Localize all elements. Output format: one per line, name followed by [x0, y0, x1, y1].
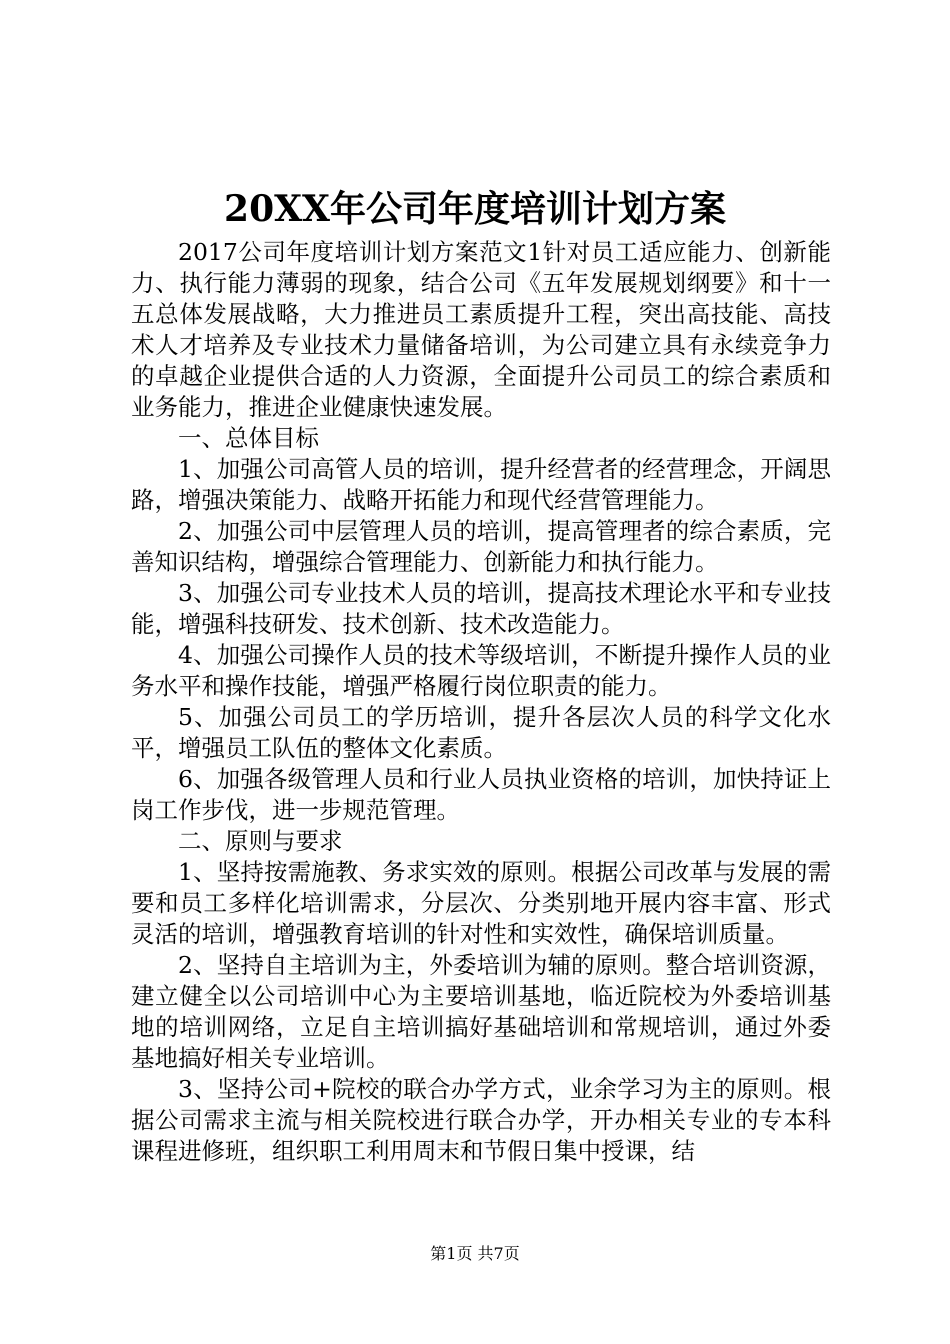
goal-item-3: 3、加强公司专业技术人员的培训，提高技术理论水平和专业技能，增强科技研发、技术创新、技术改造能力。 — [131, 579, 831, 638]
goal-item-4: 4、加强公司操作人员的技术等级培训，不断提升操作人员的业务水平和操作技能，增强严格履行岗位职责的能力。 — [131, 641, 831, 700]
goal-item-2: 2、加强公司中层管理人员的培训，提高管理者的综合素质，完善知识结构，增强综合管理能力、创新能力和执行能力。 — [131, 517, 831, 576]
goal-item-6: 6、加强各级管理人员和行业人员执业资格的培训，加快持证上岗工作步伐，进一步规范管理。 — [131, 765, 831, 824]
principle-item-2: 2、坚持自主培训为主，外委培训为辅的原则。整合培训资源，建立健全以公司培训中心为主要培训基地，临近院校为外委培训基地的培训网络，立足自主培训搞好基础培训和常规培训，通过外委基地搞好相关专业培训。 — [131, 951, 831, 1072]
section-heading-principles: 二、原则与要求 — [178, 827, 343, 855]
goal-item-1: 1、加强公司高管人员的培训，提升经营者的经营理念，开阔思路，增强决策能力、战略开拓能力和现代经营管理能力。 — [131, 455, 831, 514]
document-title: 20XX年公司年度培训计划方案 — [224, 188, 726, 230]
goal-item-5: 5、加强公司员工的学历培训，提升各层次人员的科学文化水平，增强员工队伍的整体文化素质。 — [131, 703, 831, 762]
principle-item-3: 3、坚持公司+院校的联合办学方式，业余学习为主的原则。根据公司需求主流与相关院校进行联合办学，开办相关专业的专本科课程进修班，组织职工利用周末和节假日集中授课，结 — [131, 1075, 831, 1165]
principle-item-1: 1、坚持按需施教、务求实效的原则。根据公司改革与发展的需要和员工多样化培训需求，分层次、分类别地开展内容丰富、形式灵活的培训，增强教育培训的针对性和实效性，确保培训质量。 — [131, 858, 831, 948]
document-body — [131, 237, 831, 1167]
page-footer: 第1页 共7页 — [430, 1244, 520, 1263]
intro-paragraph: 2017公司年度培训计划方案范文1针对员工适应能力、创新能力、执行能力薄弱的现象，结合公司《五年发展规划纲要》和十一五总体发展战略，大力推进员工素质提升工程，突出高技能、高技术人才培养及专业技术力量储备培训，为公司建立具有永续竞争力的卓越企业提供合适的人力资源，全面提升公司员工的综合素质和业务能力，推进企业健康快速发展。 — [131, 238, 831, 421]
section-heading-overall-goals: 一、总体目标 — [178, 424, 319, 452]
